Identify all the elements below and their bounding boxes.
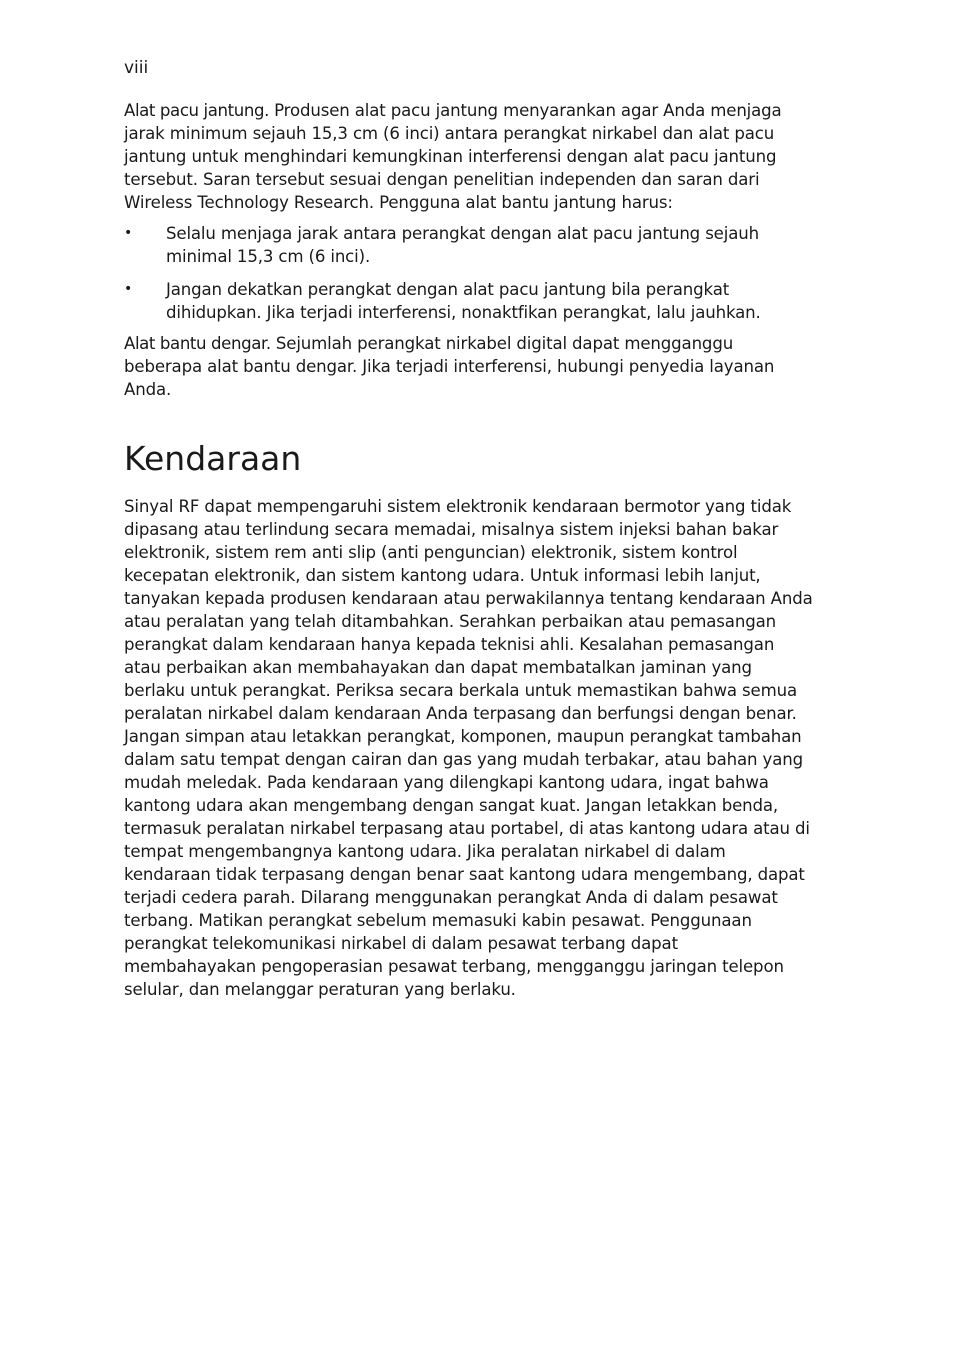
hearing-aid-title: Alat bantu dengar.: [124, 334, 271, 353]
page-number: viii: [124, 58, 149, 78]
hearing-aid-paragraph: [124, 332, 814, 401]
page-content: [124, 99, 814, 1001]
pacemaker-bullet-list: [124, 222, 814, 324]
list-item: [124, 278, 814, 324]
list-item: [124, 222, 814, 268]
bullet-icon: •: [124, 281, 133, 297]
pacemaker-title: Alat pacu jantung.: [124, 101, 269, 120]
pacemaker-paragraph: [124, 99, 814, 214]
list-item-text: Jangan dekatkan perangkat dengan alat pacu jantung bila perangkat dihidupkan. Jika terjadi interferensi, nonaktfikan perangkat, lalu jauhkan.: [166, 280, 761, 322]
bullet-icon: •: [124, 225, 133, 241]
vehicles-paragraph: Sinyal RF dapat mempengaruhi sistem elektronik kendaraan bermotor yang tidak dipasang atau terlindung secara memadai, misalnya sistem injeksi bahan bakar elektronik, sistem rem anti slip (anti penguncian) elektronik, sistem kontrol kecepatan elektronik, dan sistem kantong udara. Untuk informasi lebih lanjut, tanyakan kepada produsen kendaraan atau perwakilannya tentang kendaraan Anda atau peralatan yang telah ditambahkan. Serahkan perbaikan atau pemasangan perangkat dalam kendaraan hanya kepada teknisi ahli. Kesalahan pemasangan atau perbaikan akan membahayakan dan dapat membatalkan jaminan yang berlaku untuk perangkat. Periksa secara berkala untuk memastikan bahwa semua peralatan nirkabel dalam kendaraan Anda terpasang dan berfungsi dengan benar. Jangan simpan atau letakkan perangkat, komponen, maupun perangkat tambahan dalam satu tempat dengan cairan dan gas yang mudah terbakar, atau bahan yang mudah meledak. Pada kendaraan yang dilengkapi kantong udara, ingat bahwa kantong udara akan mengembang dengan sangat kuat. Jangan letakkan benda, termasuk peralatan nirkabel terpasang atau portabel, di atas kantong udara atau di tempat mengembangnya kantong udara. Jika peralatan nirkabel di dalam kendaraan tidak terpasang dengan benar saat kantong udara mengembang, dapat terjadi cedera parah. Dilarang menggunakan perangkat Anda di dalam pesawat terbang. Matikan perangkat sebelum memasuki kabin pesawat. Penggunaan perangkat telekomunikasi nirkabel di dalam pesawat terbang dapat membahayakan pengoperasian pesawat terbang, mengganggu jaringan telepon selular, dan melanggar peraturan yang berlaku.: [124, 497, 813, 999]
hearing-aid-body: Sejumlah perangkat nirkabel digital dapat mengganggu beberapa alat bantu dengar. Jika terjadi interferensi, hubungi penyedia layanan Anda.: [124, 334, 775, 399]
section-heading: Kendaraan: [124, 439, 302, 478]
list-item-text: Selalu menjaga jarak antara perangkat dengan alat pacu jantung sejauh minimal 15,3 cm (6 inci).: [166, 224, 759, 266]
pacemaker-body: Produsen alat pacu jantung menyarankan agar Anda menjaga jarak minimum sejauh 15,3 cm (6 inci) antara perangkat nirkabel dan alat pacu jantung untuk menghindari kemungkinan interferensi dengan alat pacu jantung tersebut. Saran tersebut sesuai dengan penelitian independen dan saran dari Wireless Technology Research. Pengguna alat bantu jantung harus:: [124, 101, 782, 212]
